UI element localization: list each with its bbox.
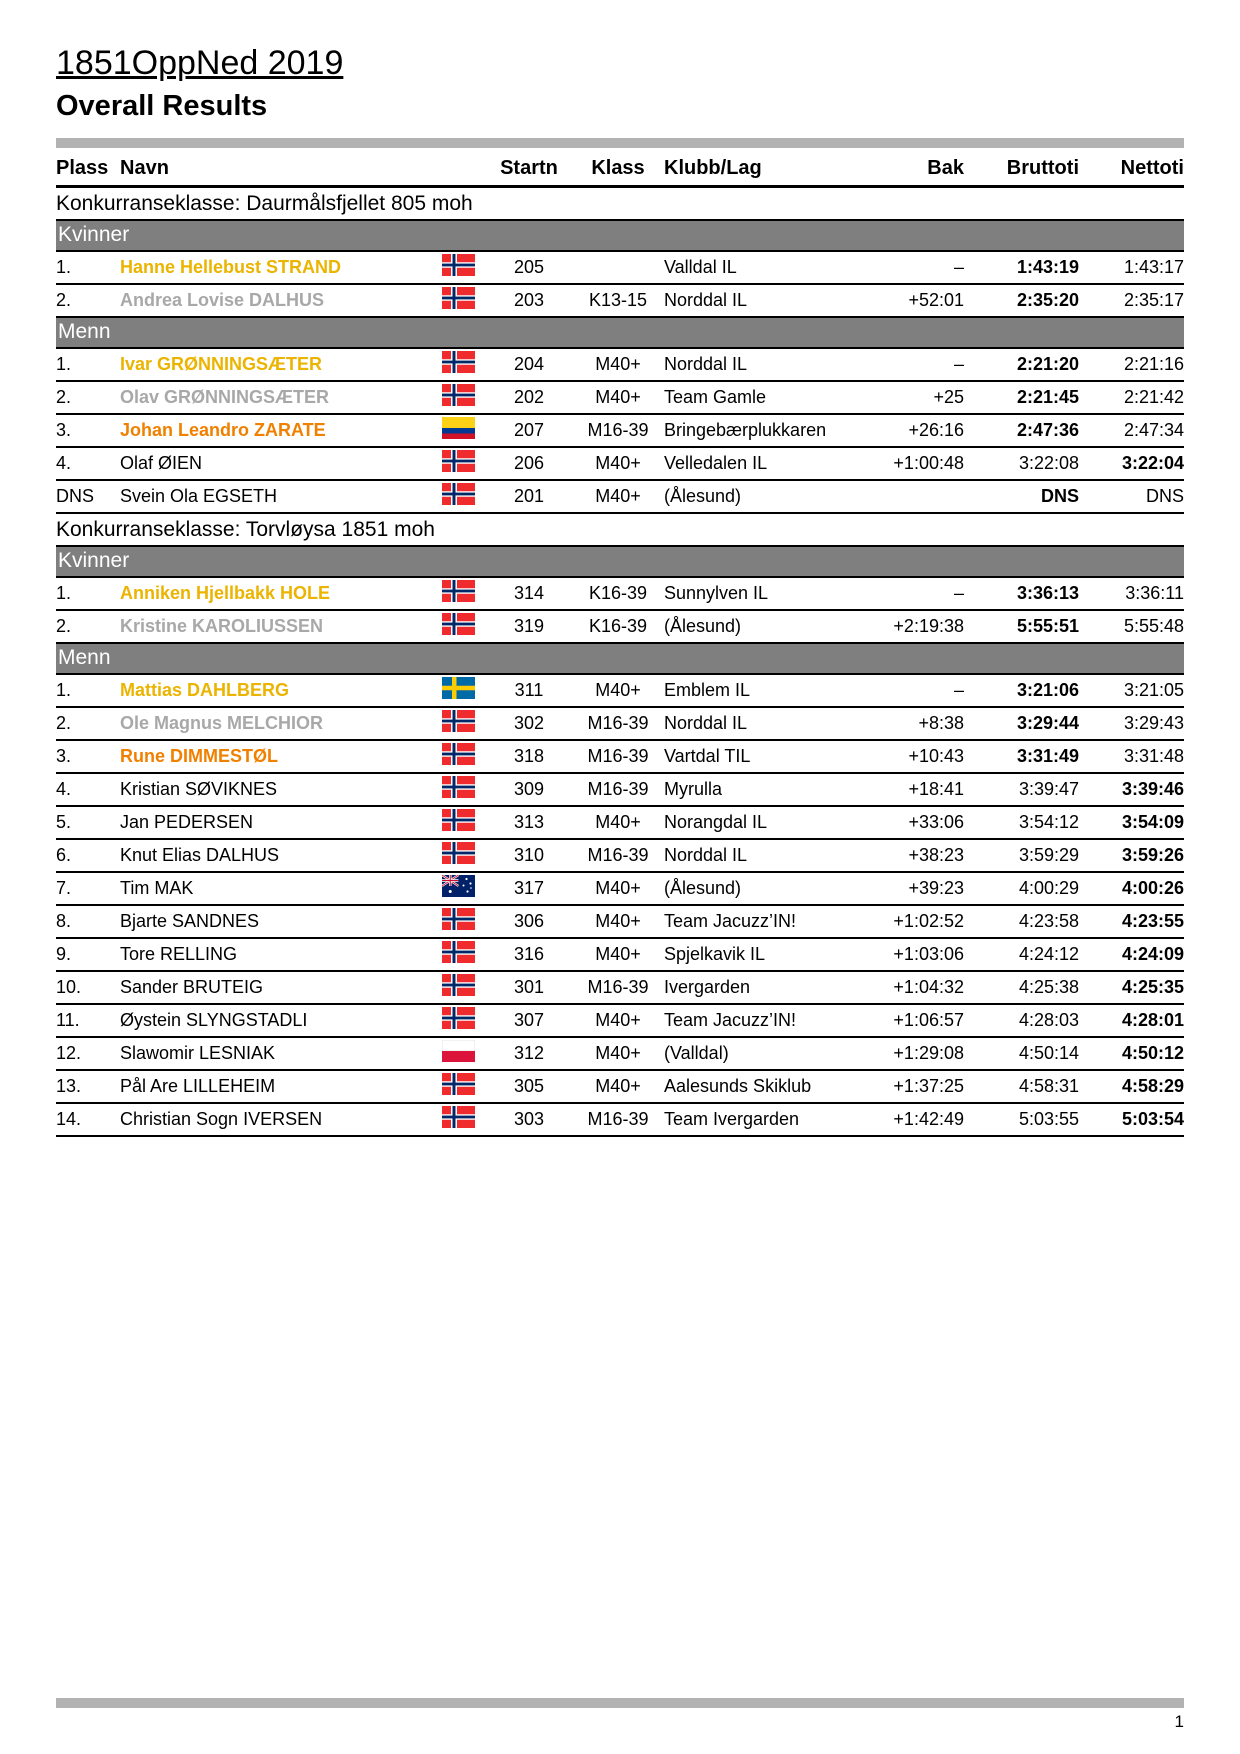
class-cell: M16-39	[572, 740, 664, 773]
net-time-cell: 2:47:34	[1079, 414, 1184, 447]
net-time-cell: 3:21:05	[1079, 674, 1184, 707]
col-header-plass: Plass	[56, 148, 120, 187]
club-cell: Valldal IL	[664, 251, 846, 284]
behind-cell: +1:06:57	[846, 1004, 964, 1037]
runner-name: Jan PEDERSEN	[120, 806, 430, 839]
runner-name: Andrea Lovise DALHUS	[120, 284, 430, 317]
start-number-cell: 316	[486, 938, 572, 971]
club-cell: Norddal IL	[664, 284, 846, 317]
runner-name: Ole Magnus MELCHIOR	[120, 707, 430, 740]
behind-cell: +26:16	[846, 414, 964, 447]
result-row	[56, 348, 1184, 381]
gross-time-cell: 3:31:49	[964, 740, 1079, 773]
flag-icon-nor	[442, 710, 475, 732]
flag-icon-nor	[442, 1106, 475, 1128]
behind-cell: +1:04:32	[846, 971, 964, 1004]
gross-time-cell: 3:29:44	[964, 707, 1079, 740]
gross-time-cell: 3:39:47	[964, 773, 1079, 806]
group-header-label: Kvinner	[56, 220, 1184, 251]
class-cell: M40+	[572, 1070, 664, 1103]
result-row	[56, 806, 1184, 839]
behind-cell: +1:00:48	[846, 447, 964, 480]
behind-cell: +1:29:08	[846, 1037, 964, 1070]
group-row	[56, 546, 1184, 577]
results-document	[56, 44, 1184, 1137]
start-number-cell: 306	[486, 905, 572, 938]
class-cell: K16-39	[572, 610, 664, 643]
flag-icon-nor	[442, 580, 475, 602]
result-row	[56, 577, 1184, 610]
class-cell: M40+	[572, 1037, 664, 1070]
runner-name: Hanne Hellebust STRAND	[120, 251, 430, 284]
start-number-cell: 310	[486, 839, 572, 872]
gross-time-cell: 4:28:03	[964, 1004, 1079, 1037]
flag-icon-nor	[442, 842, 475, 864]
gross-time-cell: 2:47:36	[964, 414, 1079, 447]
runner-name: Pål Are LILLEHEIM	[120, 1070, 430, 1103]
flag-icon-nor	[442, 908, 475, 930]
col-header-brutto: Bruttoti	[964, 148, 1079, 187]
rank-cell: 12.	[56, 1037, 120, 1070]
class-cell: M16-39	[572, 839, 664, 872]
flag-cell	[430, 839, 486, 872]
gross-time-cell: 4:23:58	[964, 905, 1079, 938]
net-time-cell: 2:21:16	[1079, 348, 1184, 381]
club-cell: Bringebærplukkaren	[664, 414, 846, 447]
flag-cell	[430, 447, 486, 480]
flag-icon-nor	[442, 450, 475, 472]
club-cell: Team Gamle	[664, 381, 846, 414]
gross-time-cell: 5:03:55	[964, 1103, 1079, 1136]
result-row	[56, 872, 1184, 905]
club-cell: Norddal IL	[664, 839, 846, 872]
rank-cell: 13.	[56, 1070, 120, 1103]
rank-cell: 9.	[56, 938, 120, 971]
flag-cell	[430, 674, 486, 707]
club-cell: Sunnylven IL	[664, 577, 846, 610]
runner-name: Bjarte SANDNES	[120, 905, 430, 938]
behind-cell: +52:01	[846, 284, 964, 317]
flag-icon-nor	[442, 351, 475, 373]
net-time-cell: 4:25:35	[1079, 971, 1184, 1004]
result-row	[56, 1070, 1184, 1103]
runner-name: Rune DIMMESTØL	[120, 740, 430, 773]
result-row	[56, 1103, 1184, 1136]
gross-time-cell: 4:24:12	[964, 938, 1079, 971]
behind-cell	[846, 480, 964, 513]
club-cell: Norddal IL	[664, 707, 846, 740]
start-number-cell: 201	[486, 480, 572, 513]
flag-icon-nor	[442, 743, 475, 765]
runner-name: Anniken Hjellbakk HOLE	[120, 577, 430, 610]
runner-name: Johan Leandro ZARATE	[120, 414, 430, 447]
flag-cell	[430, 577, 486, 610]
runner-name: Slawomir LESNIAK	[120, 1037, 430, 1070]
flag-cell	[430, 905, 486, 938]
flag-cell	[430, 1037, 486, 1070]
col-header-startn: Startn	[486, 148, 572, 187]
column-header-row	[56, 148, 1184, 187]
start-number-cell: 206	[486, 447, 572, 480]
col-header-klass: Klass	[572, 148, 664, 187]
flag-icon-nor	[442, 384, 475, 406]
gross-time-cell: 3:22:08	[964, 447, 1079, 480]
header-rule-bar	[56, 138, 1184, 148]
flag-cell	[430, 284, 486, 317]
rank-cell: 1.	[56, 577, 120, 610]
rank-cell: 8.	[56, 905, 120, 938]
net-time-cell: 3:59:26	[1079, 839, 1184, 872]
net-time-cell: 4:28:01	[1079, 1004, 1184, 1037]
club-cell: (Ålesund)	[664, 610, 846, 643]
start-number-cell: 318	[486, 740, 572, 773]
start-number-cell: 303	[486, 1103, 572, 1136]
behind-cell: +1:03:06	[846, 938, 964, 971]
rank-cell: 2.	[56, 610, 120, 643]
flag-icon-nor	[442, 254, 475, 276]
result-row	[56, 971, 1184, 1004]
runner-name: Ivar GRØNNINGSÆTER	[120, 348, 430, 381]
runner-name: Olav GRØNNINGSÆTER	[120, 381, 430, 414]
club-cell: Velledalen IL	[664, 447, 846, 480]
result-row	[56, 480, 1184, 513]
flag-cell	[430, 938, 486, 971]
col-header-netto: Nettoti	[1079, 148, 1184, 187]
rank-cell: 2.	[56, 284, 120, 317]
start-number-cell: 207	[486, 414, 572, 447]
result-row	[56, 674, 1184, 707]
class-cell: M40+	[572, 447, 664, 480]
result-row	[56, 1037, 1184, 1070]
behind-cell: –	[846, 251, 964, 284]
flag-cell	[430, 414, 486, 447]
result-row	[56, 610, 1184, 643]
class-cell: M40+	[572, 872, 664, 905]
result-row	[56, 773, 1184, 806]
behind-cell: –	[846, 577, 964, 610]
behind-cell: +18:41	[846, 773, 964, 806]
net-time-cell: 3:39:46	[1079, 773, 1184, 806]
group-header-label: Kvinner	[56, 546, 1184, 577]
club-cell: Vartdal TIL	[664, 740, 846, 773]
class-cell: M40+	[572, 480, 664, 513]
start-number-cell: 319	[486, 610, 572, 643]
flag-cell	[430, 806, 486, 839]
behind-cell: +1:37:25	[846, 1070, 964, 1103]
club-cell: Emblem IL	[664, 674, 846, 707]
flag-cell	[430, 348, 486, 381]
rank-cell: 1.	[56, 674, 120, 707]
gross-time-cell: 2:21:45	[964, 381, 1079, 414]
flag-cell	[430, 872, 486, 905]
page-number: 1	[1174, 1712, 1184, 1731]
group-header-label: Menn	[56, 643, 1184, 674]
start-number-cell: 202	[486, 381, 572, 414]
behind-cell: –	[846, 674, 964, 707]
behind-cell: +25	[846, 381, 964, 414]
gross-time-cell: DNS	[964, 480, 1079, 513]
start-number-cell: 307	[486, 1004, 572, 1037]
flag-icon-col	[442, 417, 475, 439]
class-cell: M16-39	[572, 773, 664, 806]
result-row	[56, 938, 1184, 971]
gross-time-cell: 5:55:51	[964, 610, 1079, 643]
net-time-cell: 3:36:11	[1079, 577, 1184, 610]
flag-icon-nor	[442, 1073, 475, 1095]
behind-cell: +8:38	[846, 707, 964, 740]
class-cell: M40+	[572, 905, 664, 938]
col-header-flag	[430, 148, 486, 187]
club-cell: (Ålesund)	[664, 480, 846, 513]
result-row	[56, 740, 1184, 773]
group-row	[56, 220, 1184, 251]
rank-cell: 2.	[56, 381, 120, 414]
start-number-cell: 317	[486, 872, 572, 905]
rank-cell: DNS	[56, 480, 120, 513]
result-row	[56, 839, 1184, 872]
start-number-cell: 311	[486, 674, 572, 707]
club-cell: Team Jacuzz’IN!	[664, 905, 846, 938]
section-title: Konkurranseklasse: Daurmålsfjellet 805 moh	[56, 191, 473, 215]
net-time-cell: 4:24:09	[1079, 938, 1184, 971]
net-time-cell: 3:31:48	[1079, 740, 1184, 773]
start-number-cell: 305	[486, 1070, 572, 1103]
club-cell: Ivergarden	[664, 971, 846, 1004]
result-row	[56, 381, 1184, 414]
club-cell: Team Jacuzz’IN!	[664, 1004, 846, 1037]
net-time-cell: 5:55:48	[1079, 610, 1184, 643]
result-row	[56, 414, 1184, 447]
start-number-cell: 203	[486, 284, 572, 317]
class-cell: M40+	[572, 381, 664, 414]
net-time-cell: 5:03:54	[1079, 1103, 1184, 1136]
rank-cell: 11.	[56, 1004, 120, 1037]
rank-cell: 3.	[56, 740, 120, 773]
section-title: Konkurranseklasse: Torvløysa 1851 moh	[56, 517, 435, 541]
runner-name: Sander BRUTEIG	[120, 971, 430, 1004]
group-row	[56, 317, 1184, 348]
flag-cell	[430, 610, 486, 643]
behind-cell: +2:19:38	[846, 610, 964, 643]
gross-time-cell: 1:43:19	[964, 251, 1079, 284]
start-number-cell: 302	[486, 707, 572, 740]
flag-icon-nor	[442, 941, 475, 963]
behind-cell: +33:06	[846, 806, 964, 839]
class-cell: M40+	[572, 806, 664, 839]
flag-icon-nor	[442, 613, 475, 635]
behind-cell: +10:43	[846, 740, 964, 773]
start-number-cell: 309	[486, 773, 572, 806]
flag-cell	[430, 707, 486, 740]
page-subtitle: Overall Results	[56, 90, 268, 123]
start-number-cell: 314	[486, 577, 572, 610]
flag-icon-nor	[442, 483, 475, 505]
class-cell: M16-39	[572, 414, 664, 447]
rank-cell: 14.	[56, 1103, 120, 1136]
runner-name: Christian Sogn IVERSEN	[120, 1103, 430, 1136]
net-time-cell: 3:54:09	[1079, 806, 1184, 839]
class-cell: K13-15	[572, 284, 664, 317]
runner-name: Tim MAK	[120, 872, 430, 905]
rank-cell: 3.	[56, 414, 120, 447]
runner-name: Øystein SLYNGSTADLI	[120, 1004, 430, 1037]
runner-name: Mattias DAHLBERG	[120, 674, 430, 707]
group-row	[56, 643, 1184, 674]
page-title: 1851OppNed 2019	[56, 44, 344, 82]
net-time-cell: 4:23:55	[1079, 905, 1184, 938]
start-number-cell: 301	[486, 971, 572, 1004]
rank-cell: 5.	[56, 806, 120, 839]
net-time-cell: 2:21:42	[1079, 381, 1184, 414]
class-cell: M40+	[572, 1004, 664, 1037]
result-row	[56, 707, 1184, 740]
runner-name: Knut Elias DALHUS	[120, 839, 430, 872]
result-row	[56, 251, 1184, 284]
result-row	[56, 1004, 1184, 1037]
gross-time-cell: 3:36:13	[964, 577, 1079, 610]
flag-icon-swe	[442, 677, 475, 699]
start-number-cell: 205	[486, 251, 572, 284]
net-time-cell: DNS	[1079, 480, 1184, 513]
flag-icon-nor	[442, 974, 475, 996]
section-row	[56, 513, 1184, 546]
club-cell: Aalesunds Skiklub	[664, 1070, 846, 1103]
net-time-cell: 3:22:04	[1079, 447, 1184, 480]
class-cell: K16-39	[572, 577, 664, 610]
result-row	[56, 284, 1184, 317]
behind-cell: +1:42:49	[846, 1103, 964, 1136]
flag-cell	[430, 773, 486, 806]
class-cell	[572, 251, 664, 284]
rank-cell: 10.	[56, 971, 120, 1004]
rank-cell: 4.	[56, 447, 120, 480]
start-number-cell: 312	[486, 1037, 572, 1070]
start-number-cell: 204	[486, 348, 572, 381]
net-time-cell: 1:43:17	[1079, 251, 1184, 284]
flag-icon-pol	[442, 1040, 475, 1062]
flag-cell	[430, 381, 486, 414]
rank-cell: 6.	[56, 839, 120, 872]
gross-time-cell: 4:50:14	[964, 1037, 1079, 1070]
runner-name: Kristine KAROLIUSSEN	[120, 610, 430, 643]
flag-icon-nor	[442, 776, 475, 798]
runner-name: Kristian SØVIKNES	[120, 773, 430, 806]
flag-icon-nor	[442, 287, 475, 309]
net-time-cell: 4:58:29	[1079, 1070, 1184, 1103]
class-cell: M16-39	[572, 707, 664, 740]
gross-time-cell: 3:59:29	[964, 839, 1079, 872]
flag-icon-aus	[442, 875, 475, 897]
rank-cell: 1.	[56, 251, 120, 284]
rank-cell: 4.	[56, 773, 120, 806]
col-header-bak: Bak	[846, 148, 964, 187]
col-header-klubb: Klubb/Lag	[664, 148, 846, 187]
rank-cell: 7.	[56, 872, 120, 905]
behind-cell: +1:02:52	[846, 905, 964, 938]
gross-time-cell: 2:35:20	[964, 284, 1079, 317]
club-cell: Spjelkavik IL	[664, 938, 846, 971]
net-time-cell: 4:00:26	[1079, 872, 1184, 905]
gross-time-cell: 3:54:12	[964, 806, 1079, 839]
section-row	[56, 186, 1184, 220]
group-header-label: Menn	[56, 317, 1184, 348]
club-cell: (Valldal)	[664, 1037, 846, 1070]
behind-cell: +38:23	[846, 839, 964, 872]
flag-icon-nor	[442, 1007, 475, 1029]
flag-cell	[430, 251, 486, 284]
gross-time-cell: 2:21:20	[964, 348, 1079, 381]
result-row	[56, 905, 1184, 938]
net-time-cell: 3:29:43	[1079, 707, 1184, 740]
class-cell: M40+	[572, 674, 664, 707]
result-row	[56, 447, 1184, 480]
class-cell: M40+	[572, 348, 664, 381]
footer-rule-bar	[56, 1698, 1184, 1708]
rank-cell: 2.	[56, 707, 120, 740]
club-cell: Myrulla	[664, 773, 846, 806]
class-cell: M16-39	[572, 971, 664, 1004]
net-time-cell: 2:35:17	[1079, 284, 1184, 317]
net-time-cell: 4:50:12	[1079, 1037, 1184, 1070]
flag-cell	[430, 1004, 486, 1037]
runner-name: Olaf ØIEN	[120, 447, 430, 480]
flag-cell	[430, 740, 486, 773]
rank-cell: 1.	[56, 348, 120, 381]
flag-cell	[430, 971, 486, 1004]
runner-name: Svein Ola EGSETH	[120, 480, 430, 513]
flag-icon-nor	[442, 809, 475, 831]
start-number-cell: 313	[486, 806, 572, 839]
flag-cell	[430, 1070, 486, 1103]
runner-name: Tore RELLING	[120, 938, 430, 971]
behind-cell: +39:23	[846, 872, 964, 905]
col-header-navn: Navn	[120, 148, 430, 187]
gross-time-cell: 4:25:38	[964, 971, 1079, 1004]
club-cell: Norddal IL	[664, 348, 846, 381]
club-cell: Norangdal IL	[664, 806, 846, 839]
flag-cell	[430, 480, 486, 513]
class-cell: M40+	[572, 938, 664, 971]
results-table	[56, 148, 1184, 1137]
class-cell: M16-39	[572, 1103, 664, 1136]
behind-cell: –	[846, 348, 964, 381]
gross-time-cell: 4:00:29	[964, 872, 1079, 905]
flag-cell	[430, 1103, 486, 1136]
gross-time-cell: 4:58:31	[964, 1070, 1079, 1103]
club-cell: Team Ivergarden	[664, 1103, 846, 1136]
club-cell: (Ålesund)	[664, 872, 846, 905]
gross-time-cell: 3:21:06	[964, 674, 1079, 707]
